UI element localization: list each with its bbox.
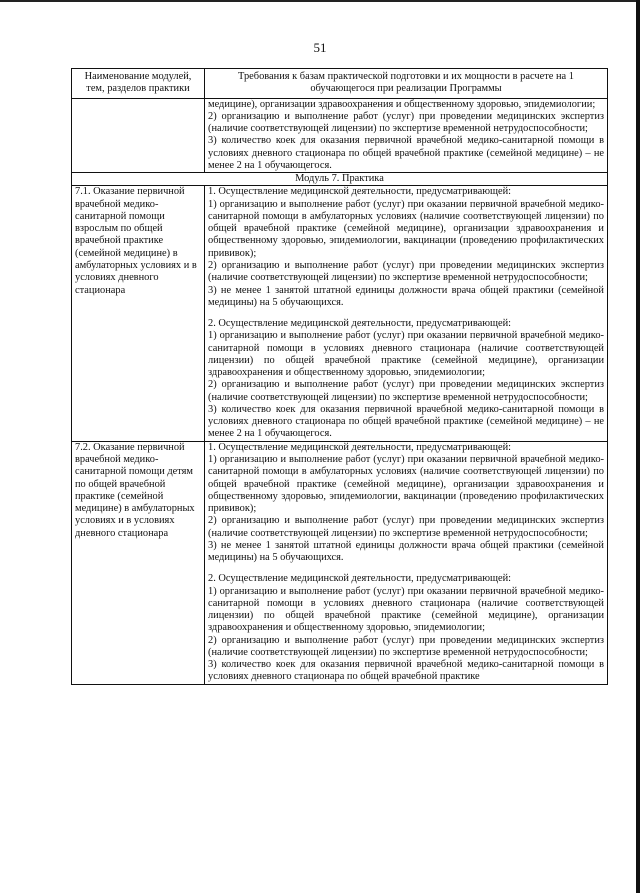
paragraph: 1. Осуществление медицинской деятельности, предусматривающей: bbox=[208, 186, 512, 198]
header-col-modules: Наименование модулей, тем, разделов практики bbox=[72, 69, 205, 99]
section-row-7-1 bbox=[72, 186, 608, 441]
paragraph: 1) организацию и выполнение работ (услуг) при оказании первичной врачебной медико-санитарной помощи в амбулаторных условиях (наличие соответствующей лицензии) по общей врачебной практике (семейной медицине), организации здравоохранения и общественному здоровью, эпидемиологии, вакцинации (проведению профилактических прививок); bbox=[208, 453, 604, 515]
paragraph: 1) организацию и выполнение работ (услуг) при оказании первичной врачебной медико-санитарной помощи в условиях дневного стационара (наличие соответствующей лицензии) по общей врачебной практике (семейной медицине), организации здравоохранения и общественному здоровью, эпидемиологии; bbox=[208, 330, 604, 379]
section-requirements-7-1 bbox=[205, 186, 608, 441]
requirements-block bbox=[208, 573, 604, 683]
page-number: 51 bbox=[313, 40, 327, 55]
paragraph: 2) организацию и выполнение работ (услуг) при проведении медицинских экспертиз (наличие соответствующей лицензии) по экспертизе временной нетрудоспособности; bbox=[208, 634, 604, 658]
module-title-row bbox=[72, 173, 608, 186]
paragraph: 1. Осуществление медицинской деятельности, предусматривающей: bbox=[208, 441, 512, 453]
module-title: Модуль 7. Практика bbox=[72, 173, 608, 186]
paragraph: 1) организацию и выполнение работ (услуг) при оказании первичной врачебной медико-санитарной помощи в амбулаторных условиях (наличие соответствующей лицензии) по общей врачебной практике (семейной медицине), организации здравоохранения и общественному здоровью, эпидемиологии, вакцинации (проведению профилактических прививок); bbox=[208, 198, 604, 259]
paragraph: 3) количество коек для оказания первичной врачебной медико-санитарной помощи в условиях дневного стационара по общей врачебной практике bbox=[208, 659, 604, 683]
paragraph: 2) организацию и выполнение работ (услуг) при проведении медицинских экспертиз (наличие соответствующей лицензии) по экспертизе временной нетрудоспособности; bbox=[208, 110, 604, 135]
continuation-empty-cell bbox=[72, 98, 205, 173]
scan-edge-top bbox=[0, 0, 640, 2]
section-requirements-7-2 bbox=[205, 441, 608, 684]
scan-edge-right bbox=[636, 0, 640, 893]
paragraph: медицине), организации здравоохранения и общественному здоровью, эпидемиологии; bbox=[208, 98, 596, 110]
continuation-cell bbox=[205, 98, 608, 173]
section-name-7-1: 7.1. Оказание первичной врачебной медико-санитарной помощи взрослым по общей врачебной практике (семейной медицине) в амбулаторных условиях и в условиях дневного стационара bbox=[72, 186, 205, 441]
continuation-row bbox=[72, 98, 608, 173]
paragraph: 3) количество коек для оказания первичной врачебной медико-санитарной помощи в условиях дневного стационара по общей врачебной практике (семейной медицине) – не менее 2 на 1 обучающегося. bbox=[208, 135, 604, 171]
paragraph: 2. Осуществление медицинской деятельности, предусматривающей: bbox=[208, 318, 512, 330]
paragraph: 2) организацию и выполнение работ (услуг) при проведении медицинских экспертиз (наличие соответствующей лицензии) по экспертизе временной нетрудоспособности; bbox=[208, 259, 604, 284]
header-col-requirements: Требования к базам практической подготовки и их мощности в расчете на 1 обучающегося при реализации Программы bbox=[205, 69, 608, 99]
section-name-7-2: 7.2. Оказание первичной врачебной медико-санитарной помощи детям по общей врачебной практике (семейной медицине) в амбулаторных условиях и в условиях дневного стационара bbox=[72, 441, 205, 684]
table-header-row bbox=[72, 69, 608, 99]
paragraph: 2) организацию и выполнение работ (услуг) при проведении медицинских экспертиз (наличие соответствующей лицензии) по экспертизе временной нетрудоспособности; bbox=[208, 515, 604, 539]
requirements-block bbox=[208, 442, 604, 565]
requirements-block bbox=[208, 318, 604, 441]
section-row-7-2 bbox=[72, 441, 608, 684]
paragraph: 3) количество коек для оказания первичной врачебной медико-санитарной помощи в условиях дневного стационара по общей врачебной практике (семейной медицине) – не менее 2 на 1 обучающегося. bbox=[208, 403, 604, 440]
paragraph: 1) организацию и выполнение работ (услуг) при оказании первичной врачебной медико-санитарной помощи в условиях дневного стационара (наличие соответствующей лицензии) по общей врачебной практике (семейной медицине), организации здравоохранения и общественному здоровью, эпидемиологии; bbox=[208, 585, 604, 634]
paragraph: 3) не менее 1 занятой штатной единицы должности врача общей практики (семейной медицины) на 5 обучающихся. bbox=[208, 539, 604, 564]
requirements-block bbox=[208, 186, 604, 309]
paragraph: 3) не менее 1 занятой штатной единицы должности врача общей практики (семейной медицины) на 5 обучающихся. bbox=[208, 284, 604, 308]
paragraph: 2. Осуществление медицинской деятельности, предусматривающей: bbox=[208, 573, 512, 585]
paragraph: 2) организацию и выполнение работ (услуг) при проведении медицинских экспертиз (наличие соответствующей лицензии) по экспертизе временной нетрудоспособности; bbox=[208, 379, 604, 403]
requirements-table bbox=[71, 68, 608, 685]
